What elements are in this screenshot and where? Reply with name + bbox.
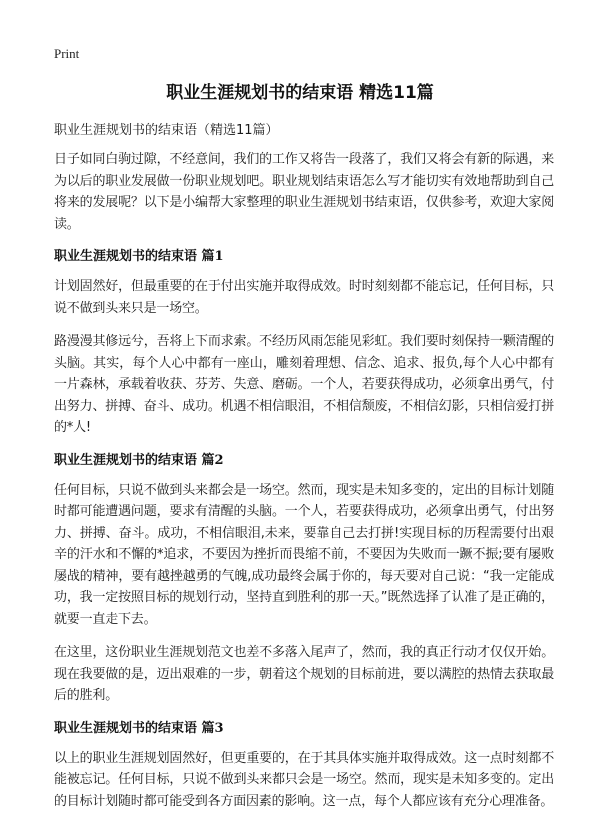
section-3-heading: 职业生涯规划书的结束语 篇3 bbox=[54, 720, 224, 736]
page-title: 职业生涯规划书的结束语 精选11篇 bbox=[166, 83, 434, 103]
section-3-paragraph-1: 以上的职业生涯规划固然好，但更重要的，在于其具体实施并取得成效。这一点时刻都不能被忘记。任何目标，只说不做到头来都只会是一场空。然而，现实是未知多变的。定出的目标计划随时都可能受到各方面因素的影响。这一点，每个人都应该有充分心理准备。 bbox=[54, 750, 554, 809]
section-2-paragraph-2: 在这里，这份职业生涯规划范文也差不多落入尾声了，然而，我的真正行动才仅仅开始。现在我要做的是，迈出艰难的一步，朝着这个规划的目标前进，要以满腔的热情去获取最后的胜利。 bbox=[54, 645, 554, 703]
section-2-paragraph-1: 任何目标，只说不做到头来都会是一场空。然而，现实是未知多变的，定出的目标计划随时都可能遭遇问题，要求有清醒的头脑。一个人，若要获得成功，必须拿出勇气，付出努力、拼搏、奋斗。成功，不相信眼泪,未来，要靠自己去打拼!实现目标的历程需要付出艰辛的汗水和不懈的*追求，不要因为挫折而畏缩不前，不要因为失败而一蹶不振;要有屡败屡战的精神，要有越挫越勇的气魄,成功最终会属于你的，每天要对自己说：“我一定能成功，我一定按照目标的规划行动，坚持直到胜利的那一天。”既然选择了认准了是正确的，就要一直走下去。 bbox=[54, 482, 554, 627]
section-1-paragraph-2: 路漫漫其修远兮，吾将上下而求索。不经历风雨怎能见彩虹。我们要时刻保持一颗清醒的头脑。其实，每个人心中都有一座山，雕刻着理想、信念、追求、报负,每个人心中都有一片森林，承载着收获、芬芳、失意、磨砺。一个人，若要获得成功，必须拿出勇气，付出努力、拼搏、奋斗、成功。机遇不相信眼泪，不相信颓废，不相信幻影，只相信爱打拼的*人! bbox=[54, 334, 554, 435]
print-link[interactable]: Print bbox=[54, 46, 80, 61]
intro-paragraph: 日子如同白驹过隙，不经意间，我们的工作又将告一段落了，我们又将会有新的际遇，来为以后的职业发展做一份职业规划吧。职业规划结束语怎么写才能切实有效地帮助到自己将来的发展呢？以下是小编帮大家整理的职业生涯规划书结束语，仅供参考，欢迎大家阅读。 bbox=[54, 152, 554, 232]
section-2-heading: 职业生涯规划书的结束语 篇2 bbox=[54, 452, 224, 468]
section-1-heading: 职业生涯规划书的结束语 篇1 bbox=[54, 249, 224, 264]
article-subtitle: 职业生涯规划书的结束语（精选11篇） bbox=[54, 123, 279, 138]
section-1-paragraph-1: 计划固然好，但最重要的在于付出实施并取得成效。时时刻刻都不能忘记，任何目标，只说不做到头来只是一场空。 bbox=[54, 279, 554, 316]
article-body bbox=[54, 121, 554, 824]
